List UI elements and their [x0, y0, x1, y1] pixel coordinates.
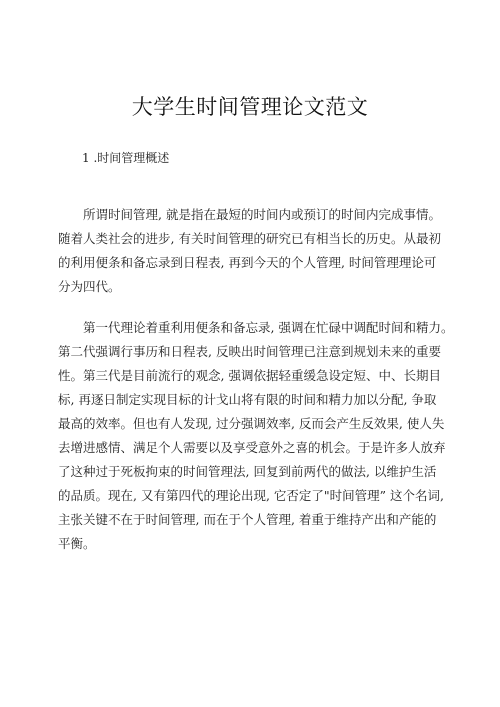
paragraph-line: 性。第三代是目前流行的观念, 强调依据轻重缓急设定短、中、长期目	[58, 368, 441, 383]
paragraph-line: 了这种过于死板拘束的时间管理法, 回复到前两代的做法, 以维护生活	[58, 464, 437, 479]
paragraph-line: 分为四代。	[58, 279, 121, 294]
paragraph-2	[58, 316, 458, 556]
section-heading: 1 .时间管理概述	[82, 151, 170, 165]
paragraph-line: 第一代理论着重利用便条和备忘录, 强调在忙碌中调配时间和精力。	[83, 320, 454, 335]
paragraph-line: 主张关键不在于时间管理, 而在于个人管理, 着重于维持产出和产能的	[58, 512, 437, 527]
paragraph-line: 随着人类社会的进步, 有关时间管理的研究已有相当长的历史。从最初	[58, 231, 441, 246]
paragraph-line: 平衡。	[58, 536, 96, 551]
document-title: 大学生时间管理论文范文	[131, 95, 369, 119]
paragraph-line: 去增进感情、满足个人需要以及享受意外之喜的机会。于是许多人放弃	[58, 440, 446, 455]
paragraph-line: 标, 再逐日制定实现目标的计戈山将有限的时间和精力加以分配, 争取	[58, 392, 437, 407]
paragraph-line: 第二代强调行事历和日程表, 反映出时间管理已注意到规划未来的重要	[58, 344, 441, 359]
paragraph-line: 所谓时间管理, 就是指在最短的时间内或预订的时间内完成事情。	[83, 207, 441, 222]
paragraph-line: 的品质。现在, 又有第四代的理论出现, 它否定了"时间管理” 这个名词,	[58, 488, 444, 503]
paragraph-line: 最高的效率。但也有人发现, 过分强调效率, 反而会产生反效果, 使人失	[58, 416, 445, 431]
paragraph-line: 的利用便条和备忘录到日程表, 再到今天的个人管理, 时间管理理论可	[58, 255, 437, 270]
paragraph-1	[58, 203, 458, 299]
